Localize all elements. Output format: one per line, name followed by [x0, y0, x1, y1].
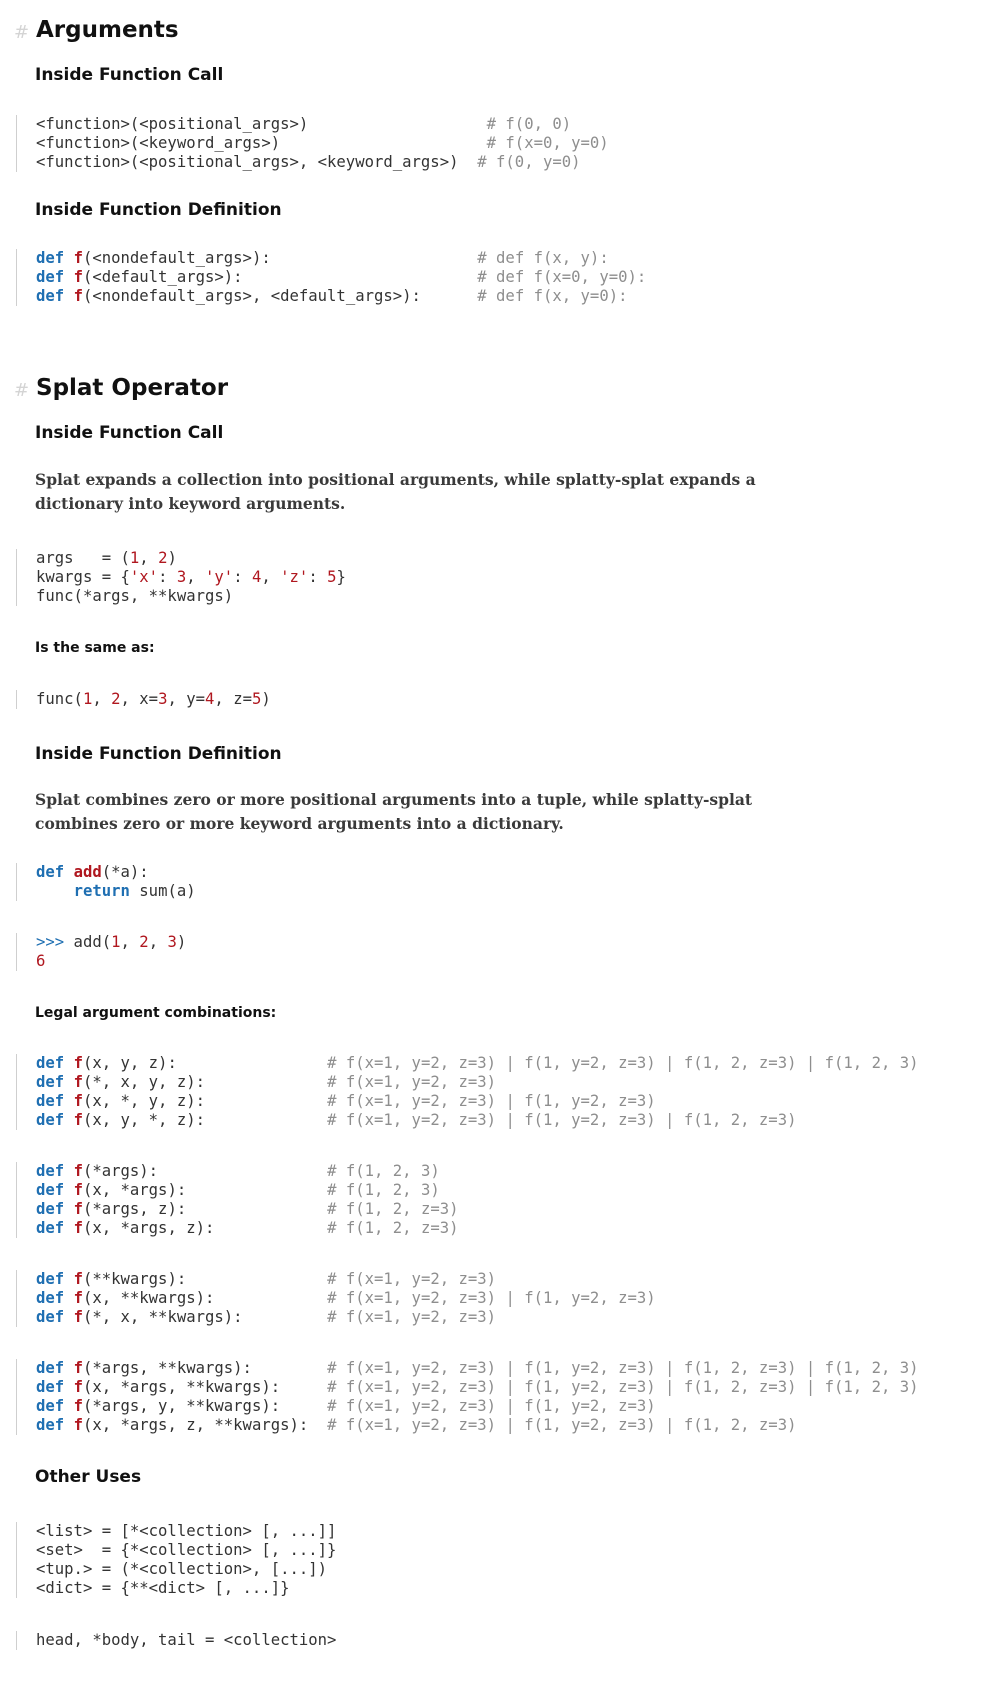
code-line: def f(x, *, y, z): # f(x=1, y=2, z=3) | f(1, y=2, z=3)	[36, 1092, 656, 1110]
code-line: def f(*args, y, **kwargs): # f(x=1, y=2, z=3) | f(1, y=2, z=3)	[36, 1397, 656, 1415]
anchor-hash-icon[interactable]: #	[14, 380, 30, 401]
label-is-the-same-as: Is the same as:	[35, 640, 155, 656]
code-line: return sum(a)	[73, 882, 196, 900]
code-line: <function>(<positional_args>, <keyword_args>) # f(0, y=0)	[36, 153, 581, 171]
code-line: def f(x, *args): # f(1, 2, 3)	[36, 1181, 440, 1199]
paragraph-splat-def: Splat combines zero or more positional arguments into a tuple, while splatty-splat combines zero or more keyword arguments into a dictionary.	[35, 790, 753, 833]
code-line: def f(*args, z): # f(1, 2, z=3)	[36, 1200, 459, 1218]
code-line: head, *body, tail = <collection>	[36, 1631, 337, 1649]
code-line: def f(*args, **kwargs): # f(x=1, y=2, z=3) | f(1, y=2, z=3) | f(1, 2, z=3) | f(1, 2, 3)	[36, 1359, 919, 1377]
code-line: def f(x, *args, z, **kwargs): # f(x=1, y=2, z=3) | f(1, y=2, z=3) | f(1, 2, z=3)	[36, 1416, 797, 1434]
code-line: def add(*a):	[36, 863, 149, 881]
code-line: <set> = {*<collection> [, ...]}	[36, 1541, 337, 1559]
code-line: >>> add(1, 2, 3)	[36, 933, 187, 951]
code-line: <dict> = {**<dict> [, ...]}	[36, 1579, 290, 1597]
code-line: 6	[36, 952, 46, 970]
code-block-def-args	[16, 249, 646, 306]
code-line: def f(*, x, y, z): # f(x=1, y=2, z=3)	[36, 1073, 497, 1091]
code-line: func(*args, **kwargs)	[36, 587, 234, 605]
code-block-combinations-positional	[16, 1054, 919, 1130]
code-line: <tup.> = (*<collection>, [...])	[36, 1560, 328, 1578]
subheading-inside-function-definition: Inside Function Definition	[35, 200, 282, 220]
code-block-call-args	[16, 115, 609, 172]
code-line: def f(x, y, z): # f(x=1, y=2, z=3) | f(1, y=2, z=3) | f(1, 2, z=3) | f(1, 2, 3)	[36, 1054, 919, 1072]
code-line: def f(*args): # f(1, 2, 3)	[36, 1162, 440, 1180]
code-line: def f(<default_args>): # def f(x=0, y=0):	[36, 268, 647, 286]
code-block-other-uses	[16, 1522, 336, 1598]
code-line: def f(<nondefault_args>, <default_args>): # def f(x, y=0):	[36, 287, 628, 305]
code-line: def f(x, **kwargs): # f(x=1, y=2, z=3) | f(1, y=2, z=3)	[36, 1289, 656, 1307]
code-block-add-def	[16, 863, 196, 901]
anchor-hash-icon[interactable]: #	[14, 22, 30, 43]
code-line: def f(x, *args, **kwargs): # f(x=1, y=2, z=3) | f(1, y=2, z=3) | f(1, 2, z=3) | f(1, 2, 3)	[36, 1378, 919, 1396]
code-line: <function>(<keyword_args>) # f(x=0, y=0)	[36, 134, 609, 152]
code-block-splat-equivalent	[16, 690, 271, 709]
subheading-inside-function-definition: Inside Function Definition	[35, 744, 282, 764]
code-block-unpacking	[16, 1631, 336, 1650]
code-block-splat-call	[16, 549, 346, 606]
code-line: def f(x, y, *, z): # f(x=1, y=2, z=3) | f(1, y=2, z=3) | f(1, 2, z=3)	[36, 1111, 797, 1129]
code-line: <list> = [*<collection> [, ...]]	[36, 1522, 337, 1540]
code-line: <function>(<positional_args>) # f(0, 0)	[36, 115, 572, 133]
code-line: def f(*, x, **kwargs): # f(x=1, y=2, z=3)	[36, 1308, 497, 1326]
code-line: def f(x, *args, z): # f(1, 2, z=3)	[36, 1219, 459, 1237]
code-line: args = (1, 2)	[36, 549, 177, 567]
code-block-add-repl	[16, 933, 186, 971]
code-line: func(1, 2, x=3, y=4, z=5)	[36, 690, 271, 708]
section-title-splat-operator: Splat Operator	[36, 375, 229, 401]
paragraph-splat-call: Splat expands a collection into positional arguments, while splatty-splat expands a dictionary into keyword arguments.	[35, 470, 756, 513]
section-title-arguments: Arguments	[36, 17, 179, 43]
code-block-combinations-args	[16, 1162, 459, 1238]
code-line: def f(**kwargs): # f(x=1, y=2, z=3)	[36, 1270, 497, 1288]
code-line: kwargs = {'x': 3, 'y': 4, 'z': 5}	[36, 568, 346, 586]
subheading-inside-function-call: Inside Function Call	[35, 65, 224, 85]
subheading-other-uses: Other Uses	[35, 1467, 142, 1487]
code-block-combinations-both	[16, 1359, 919, 1435]
code-line: def f(<nondefault_args>): # def f(x, y):	[36, 249, 609, 267]
subheading-inside-function-call: Inside Function Call	[35, 423, 224, 443]
label-legal-combinations: Legal argument combinations:	[35, 1005, 277, 1021]
code-block-combinations-kwargs	[16, 1270, 656, 1327]
